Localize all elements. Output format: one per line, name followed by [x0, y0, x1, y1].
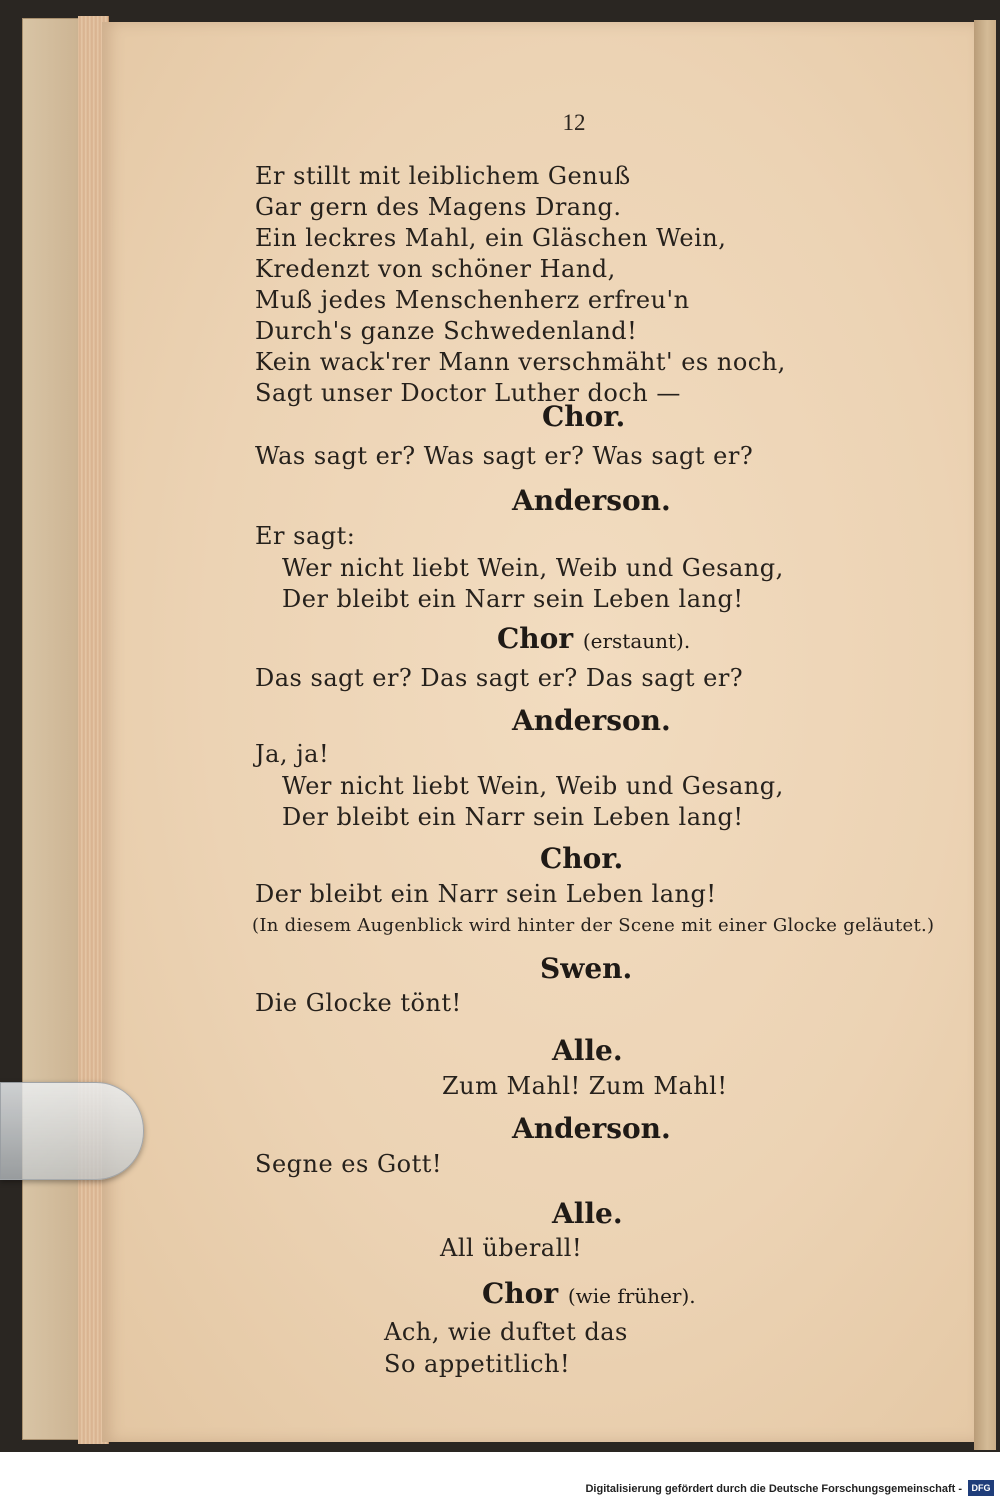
dialogue-line: Segne es Gott! [255, 1150, 442, 1178]
funding-notice: Digitalisierung gefördert durch die Deutsche Forschungsgemeinschaft - [585, 1483, 962, 1495]
speaker-heading: Alle. [552, 1197, 623, 1230]
dialogue-line: Was sagt er? Was sagt er? Was sagt er? [255, 442, 754, 470]
stage-note: (erstaunt). [582, 629, 691, 653]
stage-note: (wie früher). [567, 1284, 696, 1308]
book-right-edge [974, 20, 996, 1450]
dialogue-line: Wer nicht liebt Wein, Weib und Gesang, [282, 554, 784, 582]
dialogue-line: Er sagt: [255, 522, 356, 550]
page-number: 12 [562, 110, 586, 135]
dfg-logo: DFG [968, 1480, 994, 1496]
dialogue-line: Der bleibt ein Narr sein Leben lang! [282, 585, 744, 613]
speaker-name: Chor [482, 1277, 559, 1310]
speaker-heading: Chor. [540, 842, 624, 875]
speaker-heading [497, 622, 690, 655]
verse-line: Durch's ganze Schwedenland! [255, 317, 638, 345]
dialogue-line: All überall! [440, 1234, 583, 1262]
speaker-heading: Anderson. [512, 1112, 671, 1145]
verse-line: Er stillt mit leiblichem Genuß [255, 162, 631, 190]
verse-line: Kredenzt von schöner Hand, [255, 255, 616, 283]
dialogue-line: Zum Mahl! Zum Mahl! [442, 1072, 728, 1100]
dialogue-line: Die Glocke tönt! [255, 989, 462, 1017]
speaker-heading: Chor. [542, 400, 626, 433]
scan-footer [0, 1452, 1000, 1502]
verse-line: Ein leckres Mahl, ein Gläschen Wein, [255, 224, 727, 252]
dialogue-line: Der bleibt ein Narr sein Leben lang! [255, 880, 717, 908]
dialogue-line: Das sagt er? Das sagt er? Das sagt er? [255, 664, 744, 692]
speaker-heading [482, 1277, 696, 1310]
dialogue-line: So appetitlich! [384, 1350, 571, 1378]
dialogue-line: Ach, wie duftet das [384, 1318, 628, 1346]
speaker-heading: Alle. [552, 1034, 623, 1067]
speaker-heading: Anderson. [512, 704, 671, 737]
dialogue-line: Der bleibt ein Narr sein Leben lang! [282, 803, 744, 831]
plastic-page-holder [0, 1082, 144, 1180]
verse-line: Gar gern des Magens Drang. [255, 193, 622, 221]
dialogue-line: Wer nicht liebt Wein, Weib und Gesang, [282, 772, 784, 800]
book-page [102, 22, 974, 1442]
stage-direction: (In diesem Augenblick wird hinter der Scene mit einer Glocke geläutet.) [252, 915, 935, 936]
speaker-heading: Swen. [540, 952, 633, 985]
verse-line: Sagt unser Doctor Luther doch — [255, 379, 681, 407]
verse-line: Kein wack'rer Mann verschmäht' es noch, [255, 348, 786, 376]
verse-line: Muß jedes Menschenherz erfreu'n [255, 286, 690, 314]
speaker-heading: Anderson. [512, 484, 671, 517]
dialogue-line: Ja, ja! [255, 740, 330, 768]
speaker-name: Chor [497, 622, 574, 655]
